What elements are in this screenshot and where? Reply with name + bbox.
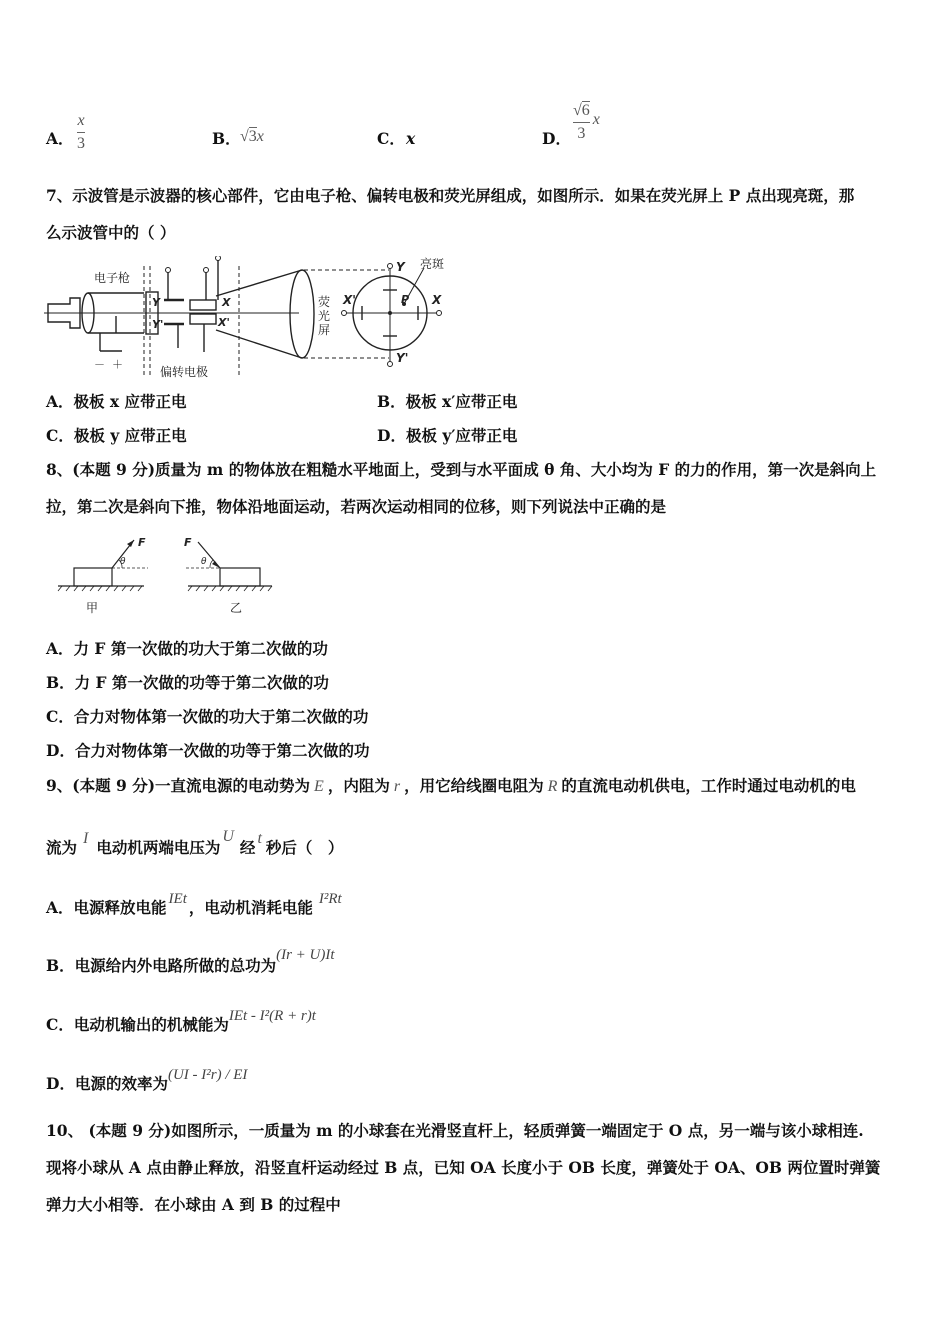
q9-d-math: (UI - I²r) / EI — [167, 1067, 248, 1083]
q6-d-denominator: 3 — [577, 125, 586, 142]
q9-a-math1: IEt — [168, 891, 187, 907]
fig-theta-jia: θ — [120, 557, 126, 567]
q9-stem-line1 — [46, 776, 856, 797]
q8-option-c: C．合力对物体第一次做的功大于第二次做的功 — [46, 707, 369, 726]
fig-plate-x-prime: X' — [218, 316, 230, 329]
fig-plate-x: X — [222, 296, 231, 309]
q9-var-r: r — [393, 778, 401, 795]
q9-var-big-r: R — [547, 778, 558, 795]
q9-l1b: ，内阻为 — [327, 776, 390, 795]
fig-label-y-prime: Y' — [396, 351, 409, 365]
q9-option-c — [46, 1008, 316, 1036]
fig-plate-y: Y — [152, 296, 160, 309]
q7-option-a: A．极板 x 应带正电 — [46, 392, 187, 411]
q9-l2d: 秒后（ ） — [265, 838, 344, 857]
oscilloscope-tube-figure — [44, 256, 464, 382]
q9-stem-line2 — [46, 828, 344, 859]
fig-label-spot: 亮斑 — [420, 257, 445, 271]
q8-option-b: B．力 F 第一次做的功等于第二次做的功 — [46, 673, 329, 692]
fig-theta-yi: θ — [201, 557, 207, 567]
q6-b-radicand: 3 — [248, 128, 257, 145]
fig-label-screen: 荧 — [318, 295, 331, 309]
q9-l2c: 经 — [239, 838, 256, 857]
q8-stem-line2: 拉，第二次是斜向下推，物体沿地面运动，若两次运动相同的位移，则下列说法中正确的是 — [46, 497, 667, 516]
q9-c-math: IEt - I²(R + r)t — [228, 1008, 316, 1024]
q7-option-b: B．极板 x′应带正电 — [377, 392, 518, 411]
q9-b-text: B．电源给内外电路所做的总功为 — [46, 956, 277, 975]
fig-label-x: X — [432, 293, 442, 307]
q9-var-e: E — [314, 778, 324, 795]
q9-var-u: U — [222, 828, 234, 845]
q6-option-b-label: B． — [212, 129, 241, 148]
fig-label-x-prime: X' — [343, 293, 356, 307]
fig-plus: ＋ — [112, 358, 123, 371]
q9-a-text1: A．电源释放电能 — [46, 898, 167, 917]
q6-option-d-label: D． — [542, 129, 571, 148]
fig-label-screen-2: 光 — [318, 309, 331, 323]
q8-stem-line1: 8、(本题 9 分)质量为 m 的物体放在粗糙水平地面上，受到与水平面成 θ 角、大小均为 F 的力的作用，第一次是斜向上 — [46, 460, 877, 479]
q9-option-d — [46, 1067, 248, 1095]
q9-l2a: 流为 — [46, 838, 78, 857]
q10-stem-line1: 10、 (本题 9 分)如图所示，一质量为 m 的小球套在光滑竖直杆上，轻质弹簧一端固定于 O 点，另一端与该小球相连. — [46, 1121, 864, 1140]
fig-minus: － — [94, 358, 105, 371]
fig-label-plates: 偏转电极 — [160, 365, 209, 379]
q6-option-c-label: C． — [377, 129, 405, 148]
fig-force-f-jia: F — [138, 536, 146, 549]
fig-label-screen-3: 屏 — [318, 323, 331, 337]
q9-option-a — [46, 891, 342, 919]
q9-a-math2: I²Rt — [318, 891, 342, 907]
q6-option-a-fraction — [77, 110, 85, 153]
q9-b-math: (Ir + U)It — [276, 947, 335, 963]
q6-option-d-value: $\frac{√6}{3}$ x — [573, 102, 600, 142]
fig-label-gun: 电子枪 — [94, 271, 131, 285]
q6-a-numerator: x — [77, 112, 85, 129]
q6-b-var: x — [256, 128, 264, 145]
q9-var-t: t — [257, 830, 262, 847]
q6-option-a-label: A． — [46, 129, 74, 148]
q8-option-d: D．合力对物体第一次做的功等于第二次做的功 — [46, 741, 370, 760]
q9-l1d: 的直流电动机供电，工作时通过电动机的电 — [561, 776, 856, 795]
q6-a-denominator: 3 — [77, 135, 85, 152]
q9-var-i: I — [83, 830, 89, 847]
q9-l2b: 电动机两端电压为 — [96, 838, 221, 857]
q8-option-a: A．力 F 第一次做的功大于第二次做的功 — [46, 639, 328, 658]
fig-plate-y-prime: Y' — [152, 318, 164, 331]
q6-option-b-value: √3x — [240, 128, 264, 145]
fig-label-jia: 甲 — [86, 601, 99, 615]
q7-option-d: D．极板 y′应带正电 — [377, 426, 518, 445]
q9-l1a: 9、(本题 9 分)一直流电源的电动势为 — [46, 776, 311, 795]
fig-label-p: P — [401, 293, 410, 306]
q9-l1c: ，用它给线圈电阻为 — [404, 776, 544, 795]
q6-d-var: x — [592, 110, 600, 128]
q7-stem-line1: 7、示波管是示波器的核心部件，它由电子枪、偏转电极和荧光屏组成，如图所示．如果在荧光屏上 P 点出现亮斑，那 — [46, 186, 855, 205]
fig-label-yi: 乙 — [230, 601, 243, 615]
fig-force-f-yi: F — [184, 536, 192, 549]
q9-c-text: C．电动机输出的机械能为 — [46, 1015, 229, 1034]
q6-d-radicand: 6 — [581, 102, 590, 119]
q10-stem-line3: 弹力大小相等．在小球由 A 到 B 的过程中 — [46, 1195, 341, 1214]
q7-option-c: C．极板 y 应带正电 — [46, 426, 187, 445]
q6-option-c-value: x — [406, 129, 416, 148]
q9-a-text2: ，电动机消耗电能 — [188, 898, 313, 917]
fig-label-y: Y — [396, 260, 405, 274]
q10-stem-line2: 现将小球从 A 点由静止释放，沿竖直杆运动经过 B 点，已知 OA 长度小于 OB 长度，弹簧处于 OA、OB 两位置时弹簧 — [46, 1158, 881, 1177]
q7-stem-line2: 么示波管中的（ ） — [46, 223, 176, 242]
force-diagram-figure — [56, 534, 276, 616]
q9-option-b — [46, 947, 335, 977]
q9-d-text: D．电源的效率为 — [46, 1074, 168, 1093]
